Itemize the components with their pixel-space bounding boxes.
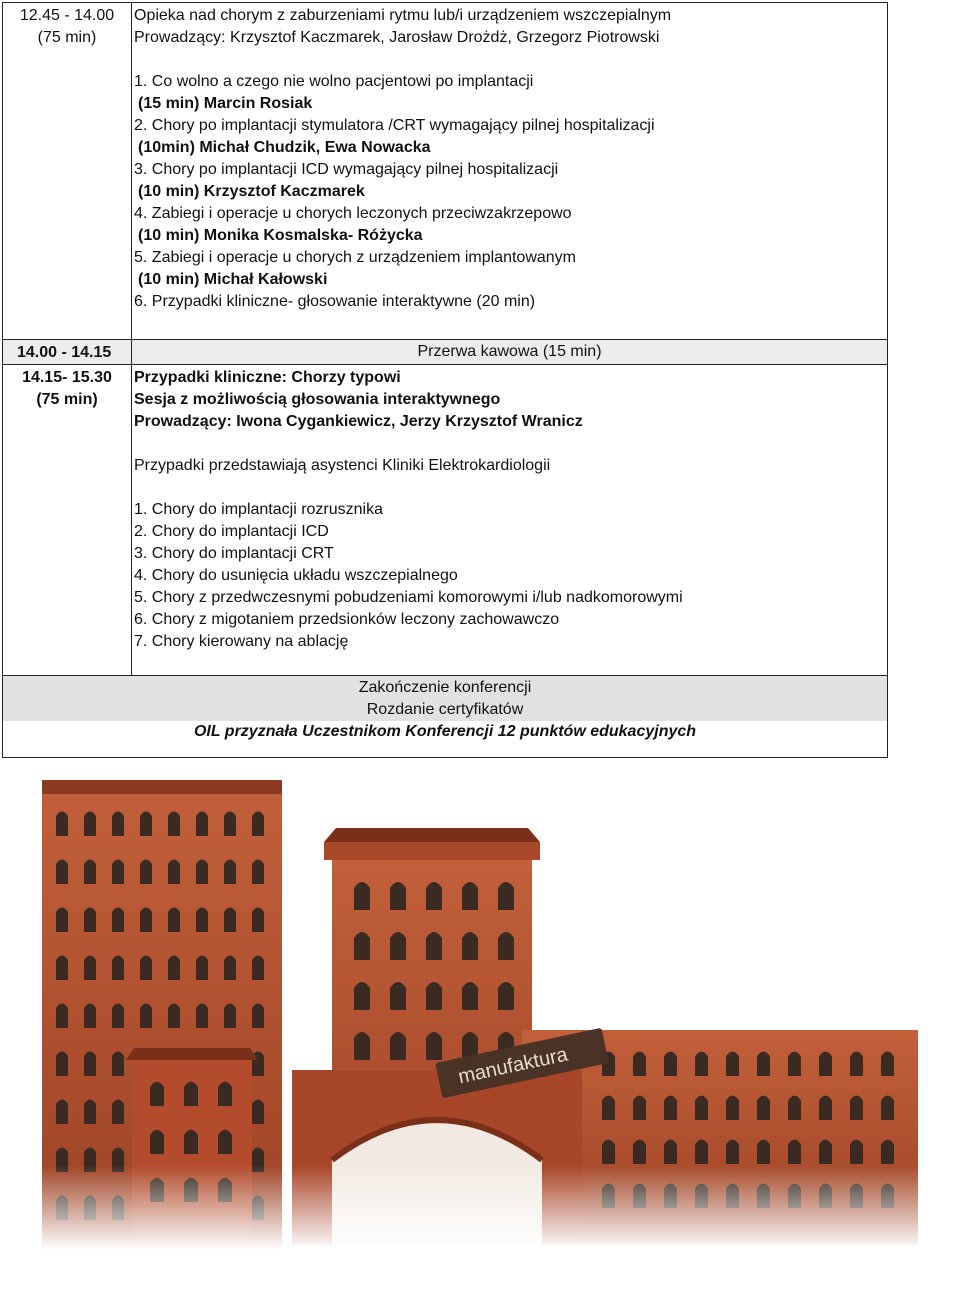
- list-item: 7. Chory kierowany na ablację: [134, 633, 349, 650]
- list-item: 1. Chory do implantacji rozrusznika: [134, 501, 383, 518]
- session-2-time-cell: [3, 365, 132, 676]
- session-1-title: Opieka nad chorym z zaburzeniami rytmu lub/i urządzeniem wszczepialnym: [134, 7, 672, 24]
- building-illustration: [42, 780, 918, 1250]
- list-item: 1. Co wolno a czego nie wolno pacjentowi po implantacji (15 min) Marcin Rosiak: [134, 73, 534, 112]
- list-item: 5. Chory z przedwczesnymi pobudzeniami komorowymi i/lub nadkomorowymi: [134, 589, 683, 606]
- session-1-time: 12.45 - 14.00: [19, 7, 115, 24]
- manufaktura-building-photo: [42, 780, 918, 1250]
- closing-line-1: Zakończenie konferencji: [358, 679, 532, 696]
- closing-credits-note: OIL przyznała Uczestnikom Konferencji 12 punktów edukacyjnych: [193, 723, 697, 740]
- list-item: 4. Zabiegi i operacje u chorych leczonych przeciwzakrzepowo (10 min) Monika Kosmalska- Różycka: [134, 205, 572, 244]
- list-item: 2. Chory do implantacji ICD: [134, 523, 329, 540]
- session-2-subtitle: Sesja z możliwością głosowania interaktywnego: [134, 391, 501, 408]
- closing-cell: [3, 676, 888, 758]
- closing-line-2: Rozdanie certyfikatów: [366, 701, 524, 718]
- session-row-2: [3, 365, 888, 676]
- closing-row: [3, 676, 888, 758]
- list-item: 3. Chory do implantacji CRT: [134, 545, 334, 562]
- break-row: [3, 340, 888, 365]
- session-row-1: [3, 3, 888, 340]
- break-time: 14.00 - 14.15: [3, 340, 132, 365]
- session-1-duration: (75 min): [37, 29, 97, 46]
- session-2-note: Przypadki przedstawiają asystenci Kliniki Elektrokardiologii: [134, 457, 551, 474]
- session-1-leaders: Prowadzący: Krzysztof Kaczmarek, Jarosław Drożdż, Grzegorz Piotrowski: [134, 29, 660, 46]
- list-item: 6. Chory z migotaniem przedsionków leczony zachowawczo: [134, 611, 560, 628]
- session-2-time: 14.15- 15.30: [22, 369, 112, 386]
- schedule-table: [2, 2, 888, 758]
- session-2-title: Przypadki kliniczne: Chorzy typowi: [134, 369, 401, 386]
- session-2-duration: (75 min): [36, 391, 98, 408]
- break-label: Przerwa kawowa (15 min): [132, 340, 888, 365]
- session-2-leaders: Prowadzący: Iwona Cygankiewicz, Jerzy Krzysztof Wranicz: [134, 413, 583, 430]
- session-1-items: [134, 71, 887, 313]
- session-1-content: [132, 3, 888, 340]
- list-item: 2. Chory po implantacji stymulatora /CRT wymagający pilnej hospitalizacji (10min) Michał Chudzik, Ewa Nowacka: [134, 117, 655, 156]
- list-item: 6. Przypadki kliniczne- głosowanie interaktywne (20 min): [134, 293, 536, 310]
- session-1-time-cell: [3, 3, 132, 340]
- list-item: 3. Chory po implantacji ICD wymagający pilnej hospitalizacji (10 min) Krzysztof Kaczmarek: [134, 161, 559, 200]
- session-2-items: [134, 499, 887, 653]
- closing-banner: [3, 676, 887, 721]
- list-item: 4. Chory do usunięcia układu wszczepialnego: [134, 567, 458, 584]
- list-item: 5. Zabiegi i operacje u chorych z urządzeniem implantowanym (10 min) Michał Kałowski: [134, 249, 576, 288]
- session-2-content: [132, 365, 888, 676]
